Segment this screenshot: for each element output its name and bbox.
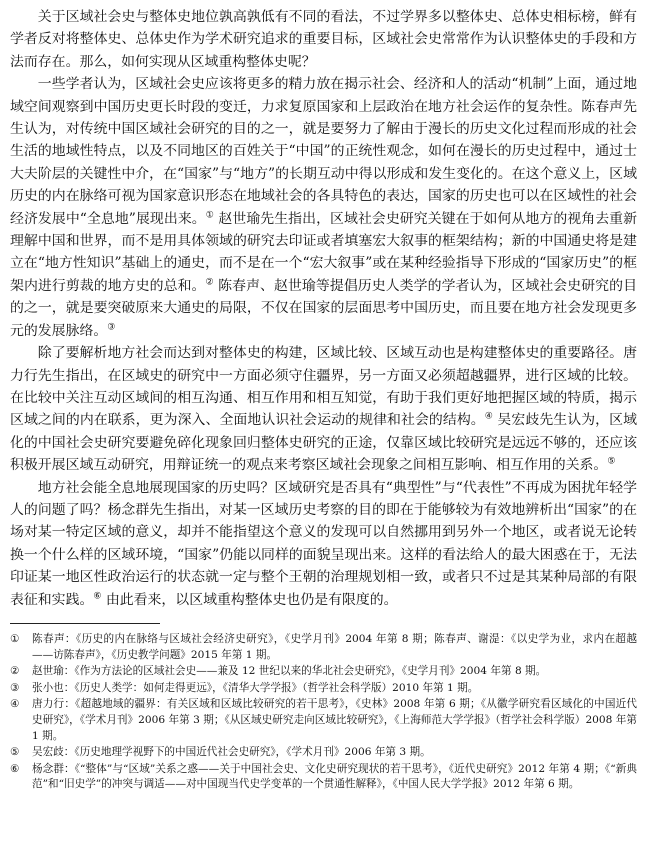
paragraph-text: 地方社会能全息地展现国家的历史吗？区域研究是否具有“典型性”与“代表性”不再成为困扰年轻学人的问题了吗？杨念群先生指出，对某一区域历史考察的目的即在于能够较为有效地辨析出“国家”的在场对某一特定区域的意义，却并不能指望这个意义的发现可以自然挪用到另外一个地区，或者说无论转换一个什么样的区域环境，“国家”仍能以同样的面貌呈现出来。这样的看法给人的最大困惑在于，无法印证某一地区性政治运行的状态就一定与整个王朝的治理规划相一致，或者只不过是其某种局部的有限表征和实践。 [10,479,637,608]
paragraph-2 [10,73,637,342]
footnote-number: ② [10,665,20,678]
paragraph-text: 由此看来，以区域重构整体史也仍是有限度的。 [101,591,398,608]
footnote-text: 陈春声：《历史的内在脉络与区域社会经济史研究》，《史学月刊》2004 年第 8 期；陈春声、谢湜：《以史学为业，求内在超越——访陈春声》，《历史教学问题》2015 年第 1 期。 [32,632,637,661]
footnote-item [10,697,637,744]
footnote-item [10,681,637,697]
footnote-item [10,762,637,793]
footnote-number: ① [10,632,20,645]
footnote-ref[interactable]: ⑥ [93,590,102,601]
paragraph-text: 关于区域社会史与整体史地位孰高孰低有不同的看法，不过学界多以整体史、总体史相标榜，鲜有学者反对将整体史、总体史作为学术研究追求的重要目标，区域社会史常常作为认识整体史的手段和方法而存在。那么，如何实现从区域重构整体史呢？ [10,9,637,70]
footnote-text: 张小也：《历史人类学：如何走得更远》，《清华大学学报》（哲学社会科学版）2010 年第 1 期。 [32,681,479,694]
paragraph-3 [10,342,637,476]
paragraph-1 [10,6,637,73]
footnote-ref[interactable]: ③ [107,322,116,333]
footnote-number: ⑤ [10,746,20,759]
footnote-item [10,664,637,680]
footnote-ref[interactable]: ② [205,277,214,288]
paragraph-text: 一些学者认为，区域社会史应该将更多的精力放在揭示社会、经济和人的活动“机制”上面，通过地域空间观察到中国历史更长时段的变迁，力求复原国家和上层政治在地方社会运作的复杂性。陈春声先生认为，对传统中国区域社会研究的目的之一，就是要努力了解由于漫长的历史文化过程而形成的社会生活的地域性特点，以及不同地区的百姓关于“中国”的正统性观念，如何在漫长的历史过程中，通过士大夫阶层的关键性中介，在“国家”与“地方”的长期互动中得以形成和发生变化的。在这个意义上，区域历史的内在脉络可视为国家意识形态在地域社会的各具特色的表达，国家的历史也可以在区域性的社会经济发展中“全息地”展现出来。 [10,76,637,227]
footnote-item [10,632,637,663]
paragraph-text: 赵世瑜先生指出，区域社会史研究关键在于如何从地方的视角去重新理解中国和世界，而不是用具体领域的研究去印证或者填塞宏大叙事的框架结构；新的中国通史将是建立在“地方性知识”基础上的通史，而不是在一个“宏大叙事”或在某种经验指导下形成的“国家历史”的框架内进行剪裁的地方史的总和。 [10,210,637,294]
paragraph-text: 除了要解析地方社会而达到对整体史的构建，区域比较、区域互动也是构建整体史的重要路径。唐力行先生指出，在区域史的研究中一方面必须守住疆界，另一方面又必须超越疆界，进行区域的比较。在比较中关注互动区域间的相互沟通、相互作用和相互知觉，有助于我们更好地把握区域的特质，揭示区域之间的内在联系，更为深入、全面地认识社会运动的规律和社会的结构。 [10,345,637,429]
footnote-ref[interactable]: ⑤ [607,456,616,467]
paragraph-4 [10,477,637,611]
footnote-text: 赵世瑜：《作为方法论的区域社会史——兼及 12 世纪以来的华北社会史研究》，《史学月刊》2004 年第 8 期。 [32,665,547,678]
footnote-divider [10,623,160,624]
footnote-list [10,632,637,793]
footnote-text: 杨念群：《“整体”与“区域”关系之惑——关于中国社会史、文化史研究现状的若干思考》，《近代史研究》2012 年第 4 期；《“新典范”和“旧史学”的冲突与调适——对中国现当代史学变革的一个贯通性解释》，《中国人民大学学报》2012 年第 6 期。 [32,762,637,791]
footnote-number: ③ [10,681,20,694]
footnote-number: ④ [10,698,20,711]
paragraph-text: 陈春声、赵世瑜等提倡历史人类学的学者认为，区域社会史研究的目的之一，就是要突破原来大通史的局限，不仅在国家的层面思考中国历史，而且要在地方社会发现更多元的发展脉络。 [10,277,637,339]
footnote-number: ⑥ [10,762,20,775]
footnote-text: 唐力行：《超越地域的疆界：有关区域和区域比较研究的若干思考》，《史林》2008 年第 6 期；《从徽学研究看区域化的中国近代史研究》，《学术月刊》2006 年第 3 期；《从区域史研究走向区域比较研究》，《上海师范大学学报》（哲学社会科学版）2008 年第 1 期。 [32,698,637,742]
footnote-item [10,745,637,761]
paragraph-text: 吴宏歧先生认为，区域化的中国社会史研究要避免碎化现象回归整体史研究的正途，仅靠区域比较研究是远远不够的，还应该积极开展区域互动研究，用辩证统一的观点来考察区域社会现象之间相互影响、相互作用的关系。 [10,412,637,474]
footnote-text: 吴宏歧：《历史地理学视野下的中国近代社会史研究》，《学术月刊》2006 年第 3 期。 [32,746,431,759]
footnote-ref[interactable]: ④ [484,411,493,422]
footnote-ref[interactable]: ① [205,210,214,221]
